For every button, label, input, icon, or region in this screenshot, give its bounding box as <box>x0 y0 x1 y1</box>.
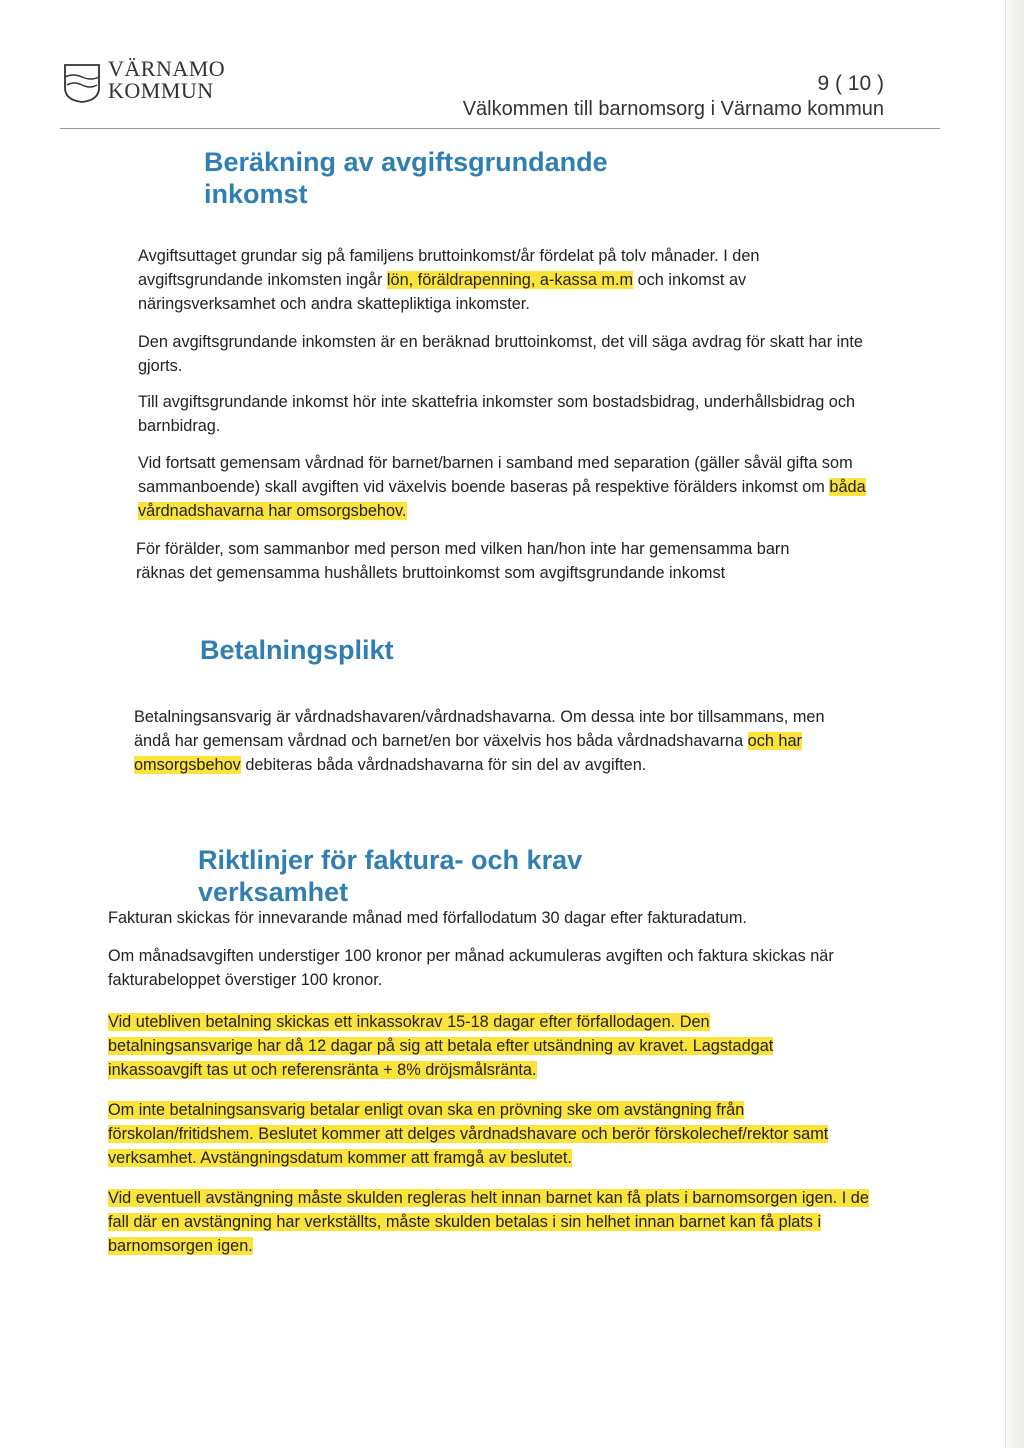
highlighted-text: båda vårdnadshavarna har omsorgsbehov. <box>138 478 866 520</box>
page-number: 9 ( 10 ) <box>817 72 884 95</box>
paragraph-accumulated-fee: Om månadsavgiften understiger 100 kronor per månad ackumuleras avgiften och faktura skickas när fakturabeloppet överstiger 100 kronor. <box>108 947 834 989</box>
highlighted-text: Vid eventuell avstängning måste skulden regleras helt innan barnet kan få plats i barnomsorgen igen. I de fall där en avstängning har verkställts, måste skulden betalas i sin helhet innan barnet kan få plats i barnomsorgen igen. <box>108 1189 869 1255</box>
header-title: Välkommen till barnomsorg i Värnamo kommun <box>462 98 884 120</box>
paragraph-text: debiteras båda vårdnadshavarna för sin del av avgiften. <box>240 756 647 774</box>
section-heading-payment-obligation: Betalningsplikt <box>200 635 394 665</box>
section-heading-income: Beräkning av avgiftsgrundande inkomst <box>204 147 608 209</box>
scan-edge-line <box>1005 0 1006 1448</box>
paragraph-debt-settlement <box>108 1186 888 1258</box>
paragraph-text: Betalningsansvarig är vårdnadshavaren/vårdnadshavarna. Om dessa inte bor tillsammans, men ändå har gemensam vårdnad och barnet/en bor växelvis hos båda vårdnadshavarna <box>134 708 825 750</box>
paragraph-income-basis <box>138 244 838 316</box>
paragraph-text: och inkomst av näringsverksamhet och andra skattepliktiga inkomster. <box>138 271 747 313</box>
paragraph-invoice-due: Fakturan skickas för innevarande månad med förfallodatum 30 dagar efter fakturadatum. <box>108 909 747 927</box>
paragraph-debt-collection <box>108 1010 848 1082</box>
highlighted-text: och har omsorgsbehov <box>134 732 802 774</box>
paragraph-gross-income: Den avgiftsgrundande inkomsten är en beräknad bruttoinkomst, det vill säga avdrag för skatt har inte gjorts. <box>138 333 863 375</box>
municipality-logo <box>62 56 262 116</box>
logo-text-line1: VÄRNAMO <box>108 56 226 81</box>
paragraph-text: Vid fortsatt gemensam vårdnad för barnet/barnen i samband med separation (gäller såväl gifta som sammanboende) skall avgiften vid växelvis boende baseras på respektive förälders inkomst om <box>138 454 853 496</box>
paragraph-shared-custody <box>138 451 868 523</box>
paragraph-tax-free-income: Till avgiftsgrundande inkomst hör inte skattefria inkomster som bostadsbidrag, underhållsbidrag och barnbidrag. <box>138 393 856 435</box>
header-divider <box>60 128 940 129</box>
paragraph-text: Avgiftsuttaget grundar sig på familjens bruttoinkomst/år fördelat på tolv månader. I den avgiftsgrundande inkomsten ingår <box>138 247 760 289</box>
paragraph-payment-responsible <box>134 705 864 777</box>
highlighted-text: Vid utebliven betalning skickas ett inkassokrav 15-18 dagar efter förfallodagen. Den betalningsansvarige har då 12 dagar på sig att betala efter utsändning av kravet. Lagstadgat inkassoavgift tas ut och referensränta + 8% dröjsmålsränta. <box>108 1013 774 1079</box>
scan-edge <box>1004 0 1024 1448</box>
logo-text-line2: KOMMUN <box>108 78 214 103</box>
paragraph-suspension-review <box>108 1098 868 1170</box>
highlighted-text: Om inte betalningsansvarig betalar enligt ovan ska en prövning ske om avstängning från förskolan/fritidshem. Beslutet kommer att delges vårdnadshavare och berör förskolechef/rektor samt verksamhet. Avstängningsdatum kommer att framgå av beslutet. <box>108 1101 829 1167</box>
section-heading-invoice-guidelines: Riktlinjer för faktura- och krav verksamhet <box>198 845 583 907</box>
paragraph-cohabiting: För förälder, som sammanbor med person med vilken han/hon inte har gemensamma barn räknas det gemensamma hushållets bruttoinkomst som avgiftsgrundande inkomst <box>136 540 790 582</box>
highlighted-text: lön, föräldrapenning, a-kassa m.m <box>386 271 634 289</box>
shield-icon <box>62 62 102 104</box>
